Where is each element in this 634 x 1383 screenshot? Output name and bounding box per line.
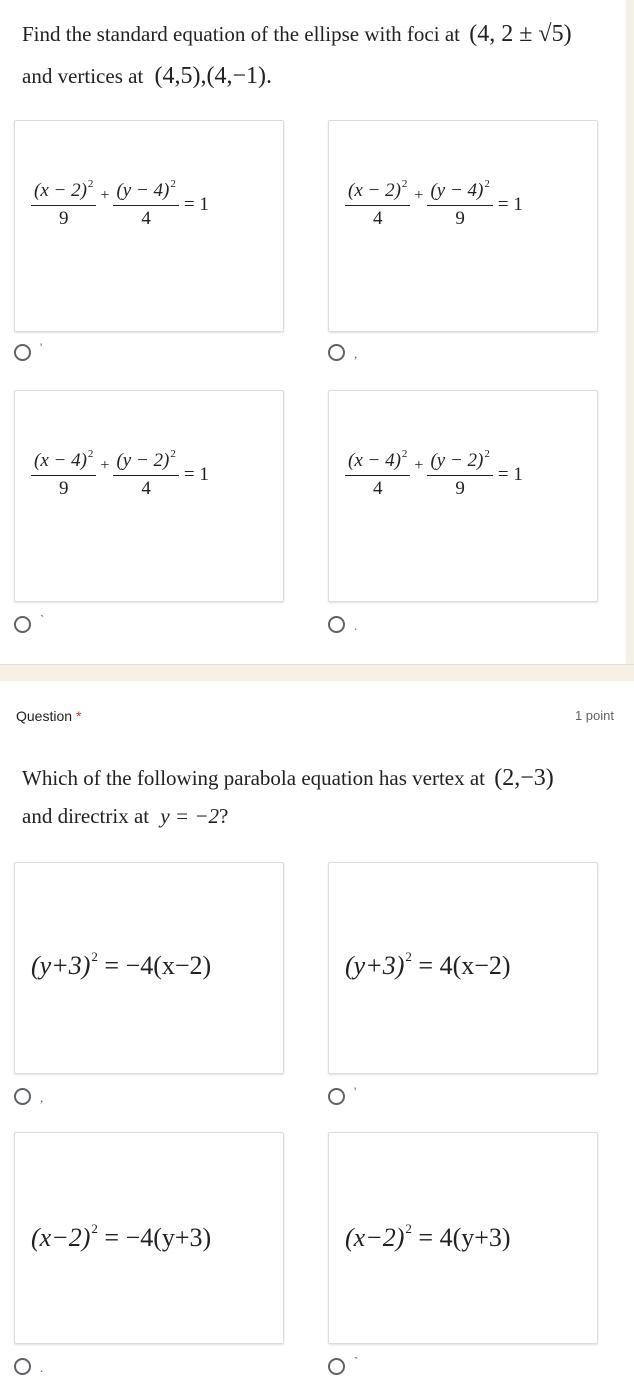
q2-option-card-3[interactable] [14,1132,284,1344]
question-2-label [16,708,81,724]
q2-question-mark: ? [219,804,229,828]
q1-option-1-equation [29,178,209,230]
denominator-a: 9 [58,477,69,499]
q2-option-2-radio[interactable] [328,1088,345,1105]
q1-foci: (4, 2 ± √5) [469,21,572,47]
question-points: 1 point [574,708,614,723]
q2-line2: and directrix at [22,804,150,828]
q1-line2: and vertices at [22,64,144,88]
question-1-text-line2 [22,64,272,88]
exponent: 2 [87,178,94,190]
q1-option-2-equation [343,178,523,230]
term-x: (x − 2) [348,180,401,201]
equation-rhs: = 4(x−2) [418,951,511,980]
exponent: 2 [170,448,176,460]
exponent: 2 [484,178,490,190]
q1-option-card-3[interactable] [14,390,284,602]
term-y: (y − 2) [430,450,484,471]
exponent: 2 [405,949,412,964]
question-1-text [22,22,572,46]
q2-line1: Which of the following parabola equation has vertex at [22,766,486,790]
denominator-a: 4 [372,207,383,229]
q2-option-4-radio[interactable] [328,1358,345,1375]
option-mark: ' [354,1084,357,1099]
q2-directrix: y = −2 [160,804,220,828]
plus-sign: + [100,187,110,205]
term-y: (y − 4) [116,180,170,201]
q2-option-3-equation [31,1223,211,1253]
q1-option-4-equation [343,448,523,500]
equals-one: = 1 [497,464,523,486]
equals-one: = 1 [183,194,209,216]
equation-rhs: = 4(y+3) [418,1223,511,1252]
equation-rhs: = −4(x−2) [104,951,212,980]
equation-lhs: (y+3) [31,951,91,980]
exponent: 2 [87,448,94,460]
term-x: (x − 4) [34,450,87,471]
denominator-b: 4 [141,477,151,499]
q1-option-4-radio[interactable] [328,616,345,633]
q1-option-card-4[interactable] [328,390,598,602]
exponent: 2 [91,949,98,964]
plus-sign: + [100,457,110,475]
q2-option-3-radio[interactable] [14,1358,31,1375]
exponent: 2 [484,448,490,460]
exponent: 2 [405,1221,412,1236]
exponent: 2 [401,178,408,190]
option-mark: . [40,1360,44,1375]
plus-sign: + [414,187,424,205]
q2-option-4-equation [345,1223,511,1253]
question-label-text: Question [16,708,73,724]
page-margin [626,0,634,664]
exponent: 2 [170,178,176,190]
denominator-a: 4 [372,477,383,499]
q1-option-card-2[interactable] [328,120,598,332]
term-x: (x − 2) [34,180,87,201]
denominator-b: 9 [455,207,465,229]
equation-lhs: (y+3) [345,951,405,980]
equation-lhs: (x−2) [31,1223,91,1252]
q1-vertices: (4,5),(4,−1). [154,63,273,89]
q2-option-card-2[interactable] [328,862,598,1074]
exponent: 2 [91,1221,98,1236]
q1-line1: Find the standard equation of the ellipse with foci at [22,22,460,46]
q2-option-1-equation [31,951,211,981]
option-mark: , [354,346,358,361]
q2-option-card-1[interactable] [14,862,284,1074]
q2-option-1-radio[interactable] [14,1088,31,1105]
denominator-b: 9 [455,477,465,499]
denominator-b: 4 [141,207,151,229]
plus-sign: + [414,457,424,475]
equals-one: = 1 [183,464,209,486]
question-2-text [22,766,554,790]
q1-option-3-equation [29,448,209,500]
q1-option-3-radio[interactable] [14,616,31,633]
q1-option-card-1[interactable] [14,120,284,332]
option-mark: , [40,1090,44,1105]
exponent: 2 [401,448,408,460]
term-x: (x − 4) [348,450,401,471]
section-divider [0,664,634,682]
q2-vertex: (2,−3) [494,765,554,791]
question-2-text-line2 [22,806,228,827]
equation-lhs: (x−2) [345,1223,405,1252]
q1-option-2-radio[interactable] [328,344,345,361]
denominator-a: 9 [58,207,69,229]
equation-rhs: = −4(y+3) [104,1223,212,1252]
term-y: (y − 2) [116,450,170,471]
q2-option-2-equation [345,951,511,981]
option-mark: ` [40,612,45,627]
q1-option-1-radio[interactable] [14,344,31,361]
q2-option-card-4[interactable] [328,1132,598,1344]
term-y: (y − 4) [430,180,484,201]
option-mark: ' [40,340,43,355]
equals-one: = 1 [497,194,523,216]
required-asterisk: * [75,708,82,724]
option-mark: . [354,618,358,633]
option-mark: ` [354,1354,359,1369]
